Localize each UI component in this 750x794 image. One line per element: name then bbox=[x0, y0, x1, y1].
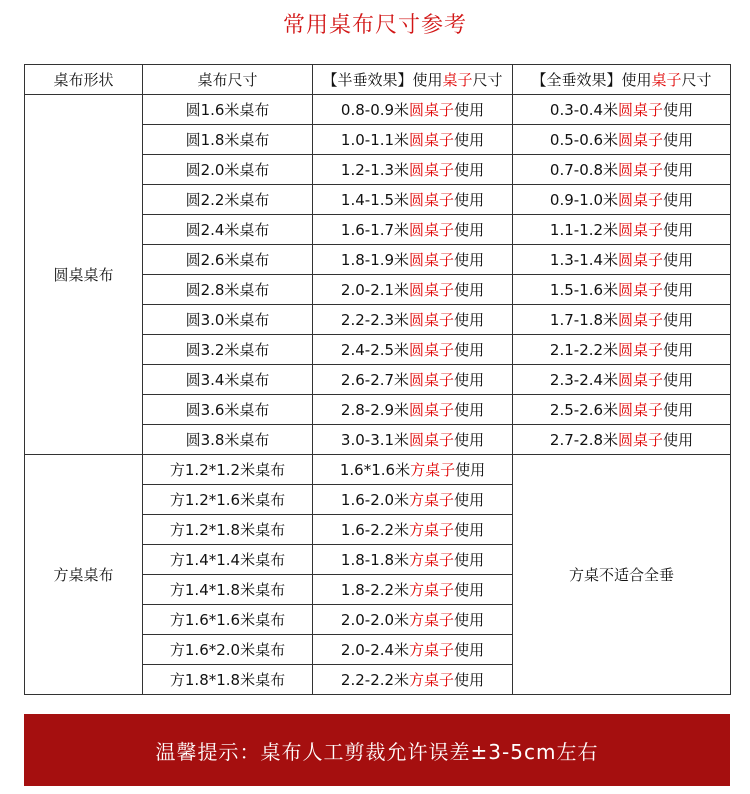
half-drape-cell: 2.0-2.0米方桌子使用 bbox=[313, 605, 513, 635]
group-round: 圆桌桌布 bbox=[25, 95, 143, 455]
half-drape-cell: 0.8-0.9米圆桌子使用 bbox=[313, 95, 513, 125]
header-half: 【半垂效果】使用桌子尺寸 bbox=[313, 65, 513, 95]
size-cell: 方1.2*1.8米桌布 bbox=[143, 515, 313, 545]
full-drape-cell: 2.5-2.6米圆桌子使用 bbox=[513, 395, 731, 425]
size-cell: 圆3.6米桌布 bbox=[143, 395, 313, 425]
half-drape-cell: 2.0-2.1米圆桌子使用 bbox=[313, 275, 513, 305]
size-table bbox=[24, 64, 731, 695]
size-cell: 圆2.0米桌布 bbox=[143, 155, 313, 185]
half-drape-cell: 3.0-3.1米圆桌子使用 bbox=[313, 425, 513, 455]
table-row bbox=[25, 455, 731, 485]
tip-banner: 温馨提示：桌布人工剪裁允许误差±3-5cm左右 bbox=[24, 714, 730, 786]
size-cell: 方1.2*1.2米桌布 bbox=[143, 455, 313, 485]
size-cell: 圆2.2米桌布 bbox=[143, 185, 313, 215]
half-drape-cell: 1.6*1.6米方桌子使用 bbox=[313, 455, 513, 485]
header-row bbox=[25, 65, 731, 95]
size-cell: 圆3.2米桌布 bbox=[143, 335, 313, 365]
half-drape-cell: 2.0-2.4米方桌子使用 bbox=[313, 635, 513, 665]
half-drape-cell: 1.2-1.3米圆桌子使用 bbox=[313, 155, 513, 185]
header-size: 桌布尺寸 bbox=[143, 65, 313, 95]
size-cell: 圆3.4米桌布 bbox=[143, 365, 313, 395]
size-cell: 方1.6*2.0米桌布 bbox=[143, 635, 313, 665]
header-shape: 桌布形状 bbox=[25, 65, 143, 95]
full-drape-cell: 0.9-1.0米圆桌子使用 bbox=[513, 185, 731, 215]
group-square: 方桌桌布 bbox=[25, 455, 143, 695]
full-drape-cell: 1.1-1.2米圆桌子使用 bbox=[513, 215, 731, 245]
full-drape-cell: 1.3-1.4米圆桌子使用 bbox=[513, 245, 731, 275]
full-drape-cell: 0.5-0.6米圆桌子使用 bbox=[513, 125, 731, 155]
size-cell: 圆1.8米桌布 bbox=[143, 125, 313, 155]
half-drape-cell: 1.6-2.2米方桌子使用 bbox=[313, 515, 513, 545]
size-cell: 圆3.8米桌布 bbox=[143, 425, 313, 455]
full-drape-cell: 2.3-2.4米圆桌子使用 bbox=[513, 365, 731, 395]
half-drape-cell: 1.4-1.5米圆桌子使用 bbox=[313, 185, 513, 215]
size-cell: 方1.6*1.6米桌布 bbox=[143, 605, 313, 635]
full-drape-cell: 0.7-0.8米圆桌子使用 bbox=[513, 155, 731, 185]
size-cell: 圆2.6米桌布 bbox=[143, 245, 313, 275]
header-full: 【全垂效果】使用桌子尺寸 bbox=[513, 65, 731, 95]
full-drape-cell: 1.7-1.8米圆桌子使用 bbox=[513, 305, 731, 335]
size-cell: 方1.4*1.4米桌布 bbox=[143, 545, 313, 575]
half-drape-cell: 1.8-1.9米圆桌子使用 bbox=[313, 245, 513, 275]
full-drape-cell: 0.3-0.4米圆桌子使用 bbox=[513, 95, 731, 125]
half-drape-cell: 1.8-1.8米方桌子使用 bbox=[313, 545, 513, 575]
half-drape-cell: 2.2-2.3米圆桌子使用 bbox=[313, 305, 513, 335]
size-cell: 圆2.4米桌布 bbox=[143, 215, 313, 245]
half-drape-cell: 2.6-2.7米圆桌子使用 bbox=[313, 365, 513, 395]
half-drape-cell: 2.4-2.5米圆桌子使用 bbox=[313, 335, 513, 365]
half-drape-cell: 1.6-1.7米圆桌子使用 bbox=[313, 215, 513, 245]
size-cell: 方1.2*1.6米桌布 bbox=[143, 485, 313, 515]
full-drape-cell: 1.5-1.6米圆桌子使用 bbox=[513, 275, 731, 305]
full-drape-cell: 2.1-2.2米圆桌子使用 bbox=[513, 335, 731, 365]
half-drape-cell: 1.8-2.2米方桌子使用 bbox=[313, 575, 513, 605]
square-full-note: 方桌不适合全垂 bbox=[513, 455, 731, 695]
half-drape-cell: 1.0-1.1米圆桌子使用 bbox=[313, 125, 513, 155]
size-cell: 方1.4*1.8米桌布 bbox=[143, 575, 313, 605]
size-cell: 圆2.8米桌布 bbox=[143, 275, 313, 305]
size-cell: 圆1.6米桌布 bbox=[143, 95, 313, 125]
half-drape-cell: 2.2-2.2米方桌子使用 bbox=[313, 665, 513, 695]
half-drape-cell: 2.8-2.9米圆桌子使用 bbox=[313, 395, 513, 425]
half-drape-cell: 1.6-2.0米方桌子使用 bbox=[313, 485, 513, 515]
page-title: 常用桌布尺寸参考 bbox=[282, 13, 467, 38]
table-row bbox=[25, 95, 731, 125]
full-drape-cell: 2.7-2.8米圆桌子使用 bbox=[513, 425, 731, 455]
size-cell: 方1.8*1.8米桌布 bbox=[143, 665, 313, 695]
size-cell: 圆3.0米桌布 bbox=[143, 305, 313, 335]
